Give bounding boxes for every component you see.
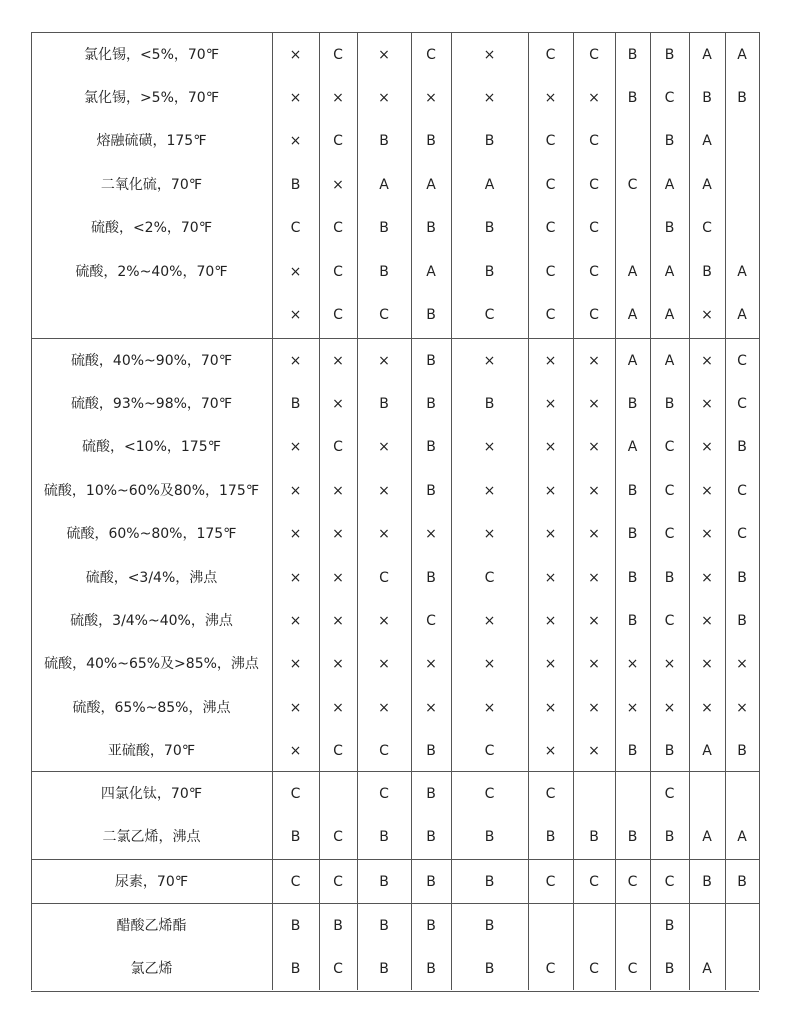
- rating-cell: [615, 904, 650, 947]
- medium-name-cell: 硫酸，3/4%~40%，沸点: [70, 613, 233, 630]
- rating-cell: ×: [663, 656, 676, 673]
- rating-cell: B: [664, 961, 675, 978]
- rating-cell: C: [484, 569, 495, 586]
- rating-cell: C: [545, 133, 556, 150]
- rating-cell: ×: [544, 699, 557, 716]
- rating-cell: [725, 947, 759, 990]
- rating-cell: C: [589, 46, 599, 63]
- medium-name-cell: 硫酸，<2%，70℉: [90, 220, 213, 237]
- rating-cell: C: [379, 569, 389, 586]
- rating-cell: ×: [663, 699, 676, 716]
- column-divider: [615, 32, 616, 990]
- medium-name-cell: 硫酸，10%~60%及80%，175℉: [43, 482, 260, 499]
- medium-name-cell: 硫酸，2%~40%，70℉: [75, 263, 228, 280]
- rating-cell: A: [702, 176, 712, 193]
- rating-cell: B: [426, 220, 436, 237]
- rating-cell: [725, 207, 759, 250]
- rating-cell: C: [627, 873, 638, 890]
- medium-name-cell: 硫酸，<3/4%，沸点: [85, 569, 218, 586]
- rating-cell: ×: [289, 263, 302, 280]
- rating-cell: ×: [588, 613, 600, 630]
- rating-cell: C: [589, 176, 599, 193]
- rating-cell: B: [426, 743, 436, 760]
- rating-cell: B: [664, 396, 675, 413]
- rating-cell: C: [545, 263, 556, 280]
- rating-cell: ×: [378, 613, 390, 630]
- rating-cell: B: [426, 961, 436, 978]
- rating-cell: ×: [701, 352, 713, 369]
- rating-cell: ×: [588, 699, 600, 716]
- rating-cell: ×: [378, 352, 390, 369]
- rating-cell: C: [379, 307, 389, 324]
- rating-cell: C: [379, 785, 389, 802]
- rating-cell: ×: [378, 526, 390, 543]
- medium-name-cell: 硫酸，65%~85%，沸点: [72, 699, 231, 716]
- column-divider: [650, 32, 651, 990]
- rating-cell: B: [379, 263, 389, 280]
- rating-cell: B: [290, 176, 301, 193]
- rating-cell: ×: [332, 90, 344, 107]
- rating-cell: B: [484, 961, 495, 978]
- rating-cell: B: [290, 396, 301, 413]
- rating-cell: C: [589, 263, 599, 280]
- rating-cell: B: [379, 220, 389, 237]
- rating-cell: ×: [736, 656, 748, 673]
- rating-cell: B: [426, 352, 436, 369]
- rating-cell: B: [627, 482, 638, 499]
- rating-cell: [528, 904, 573, 947]
- rating-cell: A: [702, 829, 712, 846]
- rating-cell: ×: [483, 90, 496, 107]
- rating-cell: ×: [544, 352, 557, 369]
- rating-cell: C: [290, 785, 301, 802]
- rating-cell: ×: [425, 90, 437, 107]
- rating-cell: B: [484, 396, 495, 413]
- rating-cell: B: [737, 90, 747, 107]
- rating-cell: ×: [544, 90, 557, 107]
- rating-cell: A: [664, 307, 675, 324]
- rating-cell: B: [379, 873, 389, 890]
- rating-cell: ×: [289, 90, 302, 107]
- rating-cell: ×: [483, 46, 496, 63]
- rating-cell: [725, 120, 759, 163]
- medium-name-cell: 熔融硫磺，175℉: [96, 133, 207, 150]
- column-divider: [573, 32, 574, 990]
- rating-cell: ×: [588, 439, 600, 456]
- rating-cell: ×: [378, 656, 390, 673]
- rating-cell: ×: [425, 656, 437, 673]
- rating-cell: B: [484, 829, 495, 846]
- rating-cell: A: [702, 961, 712, 978]
- rating-cell: ×: [378, 699, 390, 716]
- rating-cell: C: [664, 613, 675, 630]
- rating-cell: C: [589, 220, 599, 237]
- rating-cell: C: [664, 482, 675, 499]
- medium-name-cell: 氯化锡，>5%，70℉: [83, 90, 220, 107]
- rating-cell: C: [545, 176, 556, 193]
- rating-cell: C: [545, 220, 556, 237]
- rating-cell: B: [664, 917, 675, 934]
- rating-cell: ×: [544, 656, 557, 673]
- rating-cell: C: [627, 961, 638, 978]
- rating-cell: [689, 904, 725, 947]
- rating-cell: ×: [289, 656, 302, 673]
- rating-cell: ×: [701, 482, 713, 499]
- rating-cell: B: [484, 873, 495, 890]
- rating-cell: ×: [701, 307, 713, 324]
- rating-cell: ×: [544, 439, 557, 456]
- medium-name-cell: 氯乙烯: [130, 961, 173, 978]
- rating-cell: [725, 904, 759, 947]
- rating-cell: B: [426, 917, 436, 934]
- medium-name-cell: 四氯化钛，70℉: [100, 785, 203, 802]
- rating-cell: B: [379, 961, 389, 978]
- rating-cell: ×: [588, 743, 600, 760]
- rating-cell: ×: [544, 613, 557, 630]
- rating-cell: ×: [588, 396, 600, 413]
- rating-cell: ×: [736, 699, 748, 716]
- rating-cell: ×: [378, 90, 390, 107]
- rating-cell: ×: [332, 613, 344, 630]
- rating-cell: ×: [544, 569, 557, 586]
- rating-cell: B: [379, 396, 389, 413]
- rating-cell: ×: [701, 699, 713, 716]
- medium-name-cell: 硫酸，40%~90%，70℉: [70, 352, 233, 369]
- rating-cell: ×: [332, 352, 344, 369]
- rating-cell: ×: [483, 352, 496, 369]
- rating-cell: ×: [332, 526, 344, 543]
- rating-cell: A: [737, 46, 747, 63]
- rating-cell: C: [664, 90, 675, 107]
- rating-cell: C: [333, 873, 343, 890]
- medium-name-cell: 亚硫酸，70℉: [107, 743, 196, 760]
- rating-cell: C: [545, 46, 556, 63]
- rating-cell: [615, 120, 650, 163]
- rating-cell: A: [627, 307, 638, 324]
- rating-cell: ×: [332, 396, 344, 413]
- rating-cell: B: [426, 439, 436, 456]
- rating-cell: ×: [701, 569, 713, 586]
- rating-cell: ×: [483, 482, 496, 499]
- rating-cell: B: [484, 917, 495, 934]
- column-divider: [725, 32, 726, 990]
- rating-cell: ×: [289, 307, 302, 324]
- rating-cell: C: [290, 220, 301, 237]
- rating-cell: ×: [289, 569, 302, 586]
- rating-cell: C: [426, 46, 436, 63]
- rating-cell: ×: [289, 352, 302, 369]
- rating-cell: ×: [289, 526, 302, 543]
- column-divider: [272, 32, 273, 990]
- rating-cell: C: [333, 46, 343, 63]
- rating-cell: B: [379, 133, 389, 150]
- rating-cell: B: [664, 220, 675, 237]
- medium-name-cell: 二氯乙烯，沸点: [102, 829, 201, 846]
- rating-cell: ×: [626, 699, 639, 716]
- rating-cell: B: [627, 569, 638, 586]
- rating-cell: A: [702, 743, 712, 760]
- rating-cell: C: [589, 961, 599, 978]
- rating-cell: ×: [701, 439, 713, 456]
- rating-cell: B: [737, 613, 747, 630]
- rating-cell: ×: [289, 133, 302, 150]
- rating-cell: ×: [483, 699, 496, 716]
- rating-cell: B: [426, 873, 436, 890]
- rating-cell: C: [545, 307, 556, 324]
- column-divider: [357, 32, 358, 990]
- rating-cell: ×: [289, 46, 302, 63]
- rating-cell: C: [545, 785, 556, 802]
- rating-cell: ×: [701, 396, 713, 413]
- rating-cell: ×: [588, 526, 600, 543]
- rating-cell: B: [426, 569, 436, 586]
- rating-cell: [725, 163, 759, 206]
- rating-cell: B: [426, 829, 436, 846]
- rating-cell: [573, 904, 615, 947]
- rating-cell: B: [589, 829, 599, 846]
- rating-cell: ×: [332, 656, 344, 673]
- rating-cell: C: [737, 396, 747, 413]
- rating-cell: ×: [544, 743, 557, 760]
- rating-cell: C: [589, 307, 599, 324]
- rating-cell: ×: [701, 613, 713, 630]
- rating-cell: B: [426, 482, 436, 499]
- rating-cell: ×: [483, 526, 496, 543]
- rating-cell: ×: [483, 656, 496, 673]
- rating-cell: A: [426, 263, 436, 280]
- rating-cell: A: [484, 176, 495, 193]
- rating-cell: ×: [425, 699, 437, 716]
- rating-cell: ×: [483, 613, 496, 630]
- rating-cell: C: [290, 873, 301, 890]
- rating-cell: B: [664, 743, 675, 760]
- rating-cell: B: [664, 133, 675, 150]
- medium-name-cell: [31, 293, 272, 336]
- medium-name-cell: 醋酸乙烯酯: [116, 917, 187, 934]
- rating-cell: B: [379, 917, 389, 934]
- rating-cell: B: [290, 961, 301, 978]
- rating-cell: B: [426, 396, 436, 413]
- rating-cell: A: [627, 352, 638, 369]
- rating-cell: ×: [332, 482, 344, 499]
- column-divider: [451, 32, 452, 990]
- rating-cell: A: [627, 439, 638, 456]
- rating-cell: A: [737, 307, 747, 324]
- rating-cell: C: [333, 133, 343, 150]
- rating-cell: B: [627, 526, 638, 543]
- rating-cell: B: [737, 743, 747, 760]
- rating-cell: ×: [332, 699, 344, 716]
- rating-cell: B: [737, 569, 747, 586]
- rating-cell: B: [426, 307, 436, 324]
- rating-cell: A: [664, 352, 675, 369]
- rating-cell: C: [702, 220, 712, 237]
- rating-cell: C: [484, 785, 495, 802]
- rating-cell: C: [664, 526, 675, 543]
- column-divider: [689, 32, 690, 990]
- rating-cell: C: [426, 613, 436, 630]
- rating-cell: ×: [588, 656, 600, 673]
- rating-cell: A: [664, 263, 675, 280]
- rating-cell: B: [290, 829, 301, 846]
- rating-cell: C: [333, 263, 343, 280]
- rating-cell: B: [379, 829, 389, 846]
- column-divider: [411, 32, 412, 990]
- rating-cell: C: [333, 439, 343, 456]
- rating-cell: C: [333, 829, 343, 846]
- rating-cell: ×: [544, 482, 557, 499]
- rating-cell: C: [379, 743, 389, 760]
- rating-cell: ×: [289, 613, 302, 630]
- rating-cell: ×: [701, 526, 713, 543]
- medium-name-cell: 硫酸，<10%，175℉: [82, 439, 221, 456]
- rating-cell: ×: [332, 569, 344, 586]
- rating-cell: ×: [289, 482, 302, 499]
- rating-cell: A: [627, 263, 638, 280]
- rating-cell: [615, 772, 650, 815]
- rating-cell: C: [484, 743, 495, 760]
- rating-cell: B: [627, 613, 638, 630]
- rating-cell: ×: [701, 656, 713, 673]
- rating-cell: ×: [378, 439, 390, 456]
- rating-cell: B: [484, 220, 495, 237]
- rating-cell: C: [664, 785, 675, 802]
- rating-cell: C: [627, 176, 638, 193]
- rating-cell: B: [702, 90, 712, 107]
- rating-cell: A: [702, 46, 712, 63]
- medium-name-cell: 氯化锡，<5%，70℉: [83, 46, 220, 63]
- rating-cell: C: [333, 743, 343, 760]
- rating-cell: ×: [332, 176, 344, 193]
- rating-cell: ×: [626, 656, 639, 673]
- rating-cell: ×: [588, 352, 600, 369]
- rating-cell: B: [702, 873, 712, 890]
- rating-cell: C: [484, 307, 495, 324]
- rating-cell: B: [627, 90, 638, 107]
- rating-cell: B: [290, 917, 301, 934]
- rating-cell: A: [737, 829, 747, 846]
- rating-cell: ×: [425, 526, 437, 543]
- rating-cell: ×: [289, 699, 302, 716]
- rating-cell: A: [664, 176, 675, 193]
- rating-cell: C: [737, 526, 747, 543]
- rating-cell: B: [664, 46, 675, 63]
- rating-cell: ×: [483, 439, 496, 456]
- rating-cell: B: [664, 569, 675, 586]
- rating-cell: [319, 772, 357, 815]
- rating-cell: B: [484, 263, 495, 280]
- rating-cell: C: [589, 873, 599, 890]
- table-border: [759, 32, 760, 990]
- rating-cell: ×: [289, 743, 302, 760]
- column-divider: [528, 32, 529, 990]
- rating-cell: C: [589, 133, 599, 150]
- rating-cell: B: [737, 439, 747, 456]
- rating-cell: [725, 772, 759, 815]
- rating-cell: C: [664, 873, 675, 890]
- rating-cell: [615, 207, 650, 250]
- rating-cell: [573, 772, 615, 815]
- rating-cell: A: [702, 133, 712, 150]
- rating-cell: B: [702, 263, 712, 280]
- rating-cell: B: [333, 917, 343, 934]
- medium-name-cell: 硫酸，93%~98%，70℉: [70, 396, 233, 413]
- rating-cell: B: [426, 785, 436, 802]
- rating-cell: B: [426, 133, 436, 150]
- rating-cell: B: [484, 133, 495, 150]
- rating-cell: C: [664, 439, 675, 456]
- rating-cell: B: [737, 873, 747, 890]
- column-divider: [319, 32, 320, 990]
- rating-cell: ×: [588, 90, 600, 107]
- medium-name-cell: 尿素，70℉: [114, 873, 189, 890]
- medium-name-cell: 硫酸，40%~65%及>85%，沸点: [44, 656, 259, 673]
- rating-cell: ×: [544, 526, 557, 543]
- rating-cell: B: [627, 743, 638, 760]
- rating-cell: ×: [289, 439, 302, 456]
- rating-cell: C: [737, 352, 747, 369]
- rating-cell: C: [333, 307, 343, 324]
- rating-cell: A: [426, 176, 436, 193]
- rating-cell: ×: [378, 46, 390, 63]
- rating-cell: C: [545, 961, 556, 978]
- rating-cell: ×: [588, 482, 600, 499]
- rating-cell: ×: [378, 482, 390, 499]
- rating-cell: [689, 772, 725, 815]
- rating-cell: C: [545, 873, 556, 890]
- rating-cell: B: [627, 396, 638, 413]
- rating-cell: A: [379, 176, 389, 193]
- medium-name-cell: 二氧化硫，70℉: [100, 176, 203, 193]
- rating-cell: B: [545, 829, 556, 846]
- table-border: [31, 32, 32, 990]
- rating-cell: A: [737, 263, 747, 280]
- medium-name-cell: 硫酸，60%~80%，175℉: [66, 526, 237, 543]
- rating-cell: B: [664, 829, 675, 846]
- rating-cell: C: [333, 220, 343, 237]
- rating-cell: B: [627, 829, 638, 846]
- rating-cell: ×: [544, 396, 557, 413]
- rating-cell: ×: [588, 569, 600, 586]
- rating-cell: C: [737, 482, 747, 499]
- rating-cell: B: [627, 46, 638, 63]
- rating-cell: C: [333, 961, 343, 978]
